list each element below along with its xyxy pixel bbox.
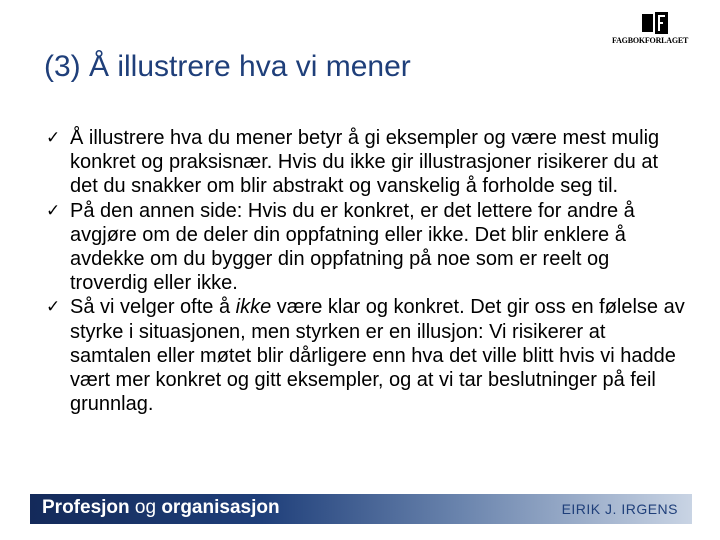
slide-title: (3) Å illustrere hva vi mener	[44, 50, 411, 83]
course-title-part: organisasjon	[161, 497, 280, 518]
bullet-text: Så vi velger ofte å	[70, 296, 236, 319]
bullet-list	[46, 126, 686, 416]
author-name: EIRIK J. IRGENS	[561, 501, 678, 517]
check-icon: ✓	[46, 200, 61, 221]
footer-banner	[30, 494, 692, 524]
publisher-logo	[612, 12, 688, 50]
course-title-part: Profesjon	[42, 497, 130, 518]
course-title-conjunction: og	[129, 497, 162, 518]
bullet-text: På den annen side: Hvis du er konkret, er det lettere for andre å avgjøre om de deler din oppfatning eller ikke. Det blir enklere å avdekke om du bygger din oppfatning på noe som er reelt og troverdig eller ikke.	[70, 199, 635, 295]
check-icon: ✓	[46, 128, 61, 148]
course-title	[42, 497, 280, 519]
book-logo-icon	[642, 12, 668, 34]
logo-text: FAGBOKFORLAGET	[612, 36, 689, 45]
bullet-emphasis: ikke	[235, 296, 272, 319]
bullet-item	[46, 199, 686, 296]
bullet-item	[46, 126, 686, 199]
bullet-text: Å illustrere hva du mener betyr å gi eksempler og være mest mulig konkret og praksisnær. Hvis du ikke gir illustrasjoner risikerer du at det du snakker om blir abstrakt og vanskelig å forholde seg til.	[70, 127, 660, 198]
bullet-item	[46, 295, 686, 416]
check-icon: ✓	[46, 297, 61, 318]
bullet-text-continued: være klar og konkret. Det gir oss en følelse av styrke i situasjonen, men styrken er en illusjon: Vi risikerer at samtalen eller møtet blir dårligere enn hva det ville blitt hvis vi hadde vært mer konkret og gitt eksempler, og at vi tar beslutninger på feil grunnlag.	[70, 296, 685, 416]
